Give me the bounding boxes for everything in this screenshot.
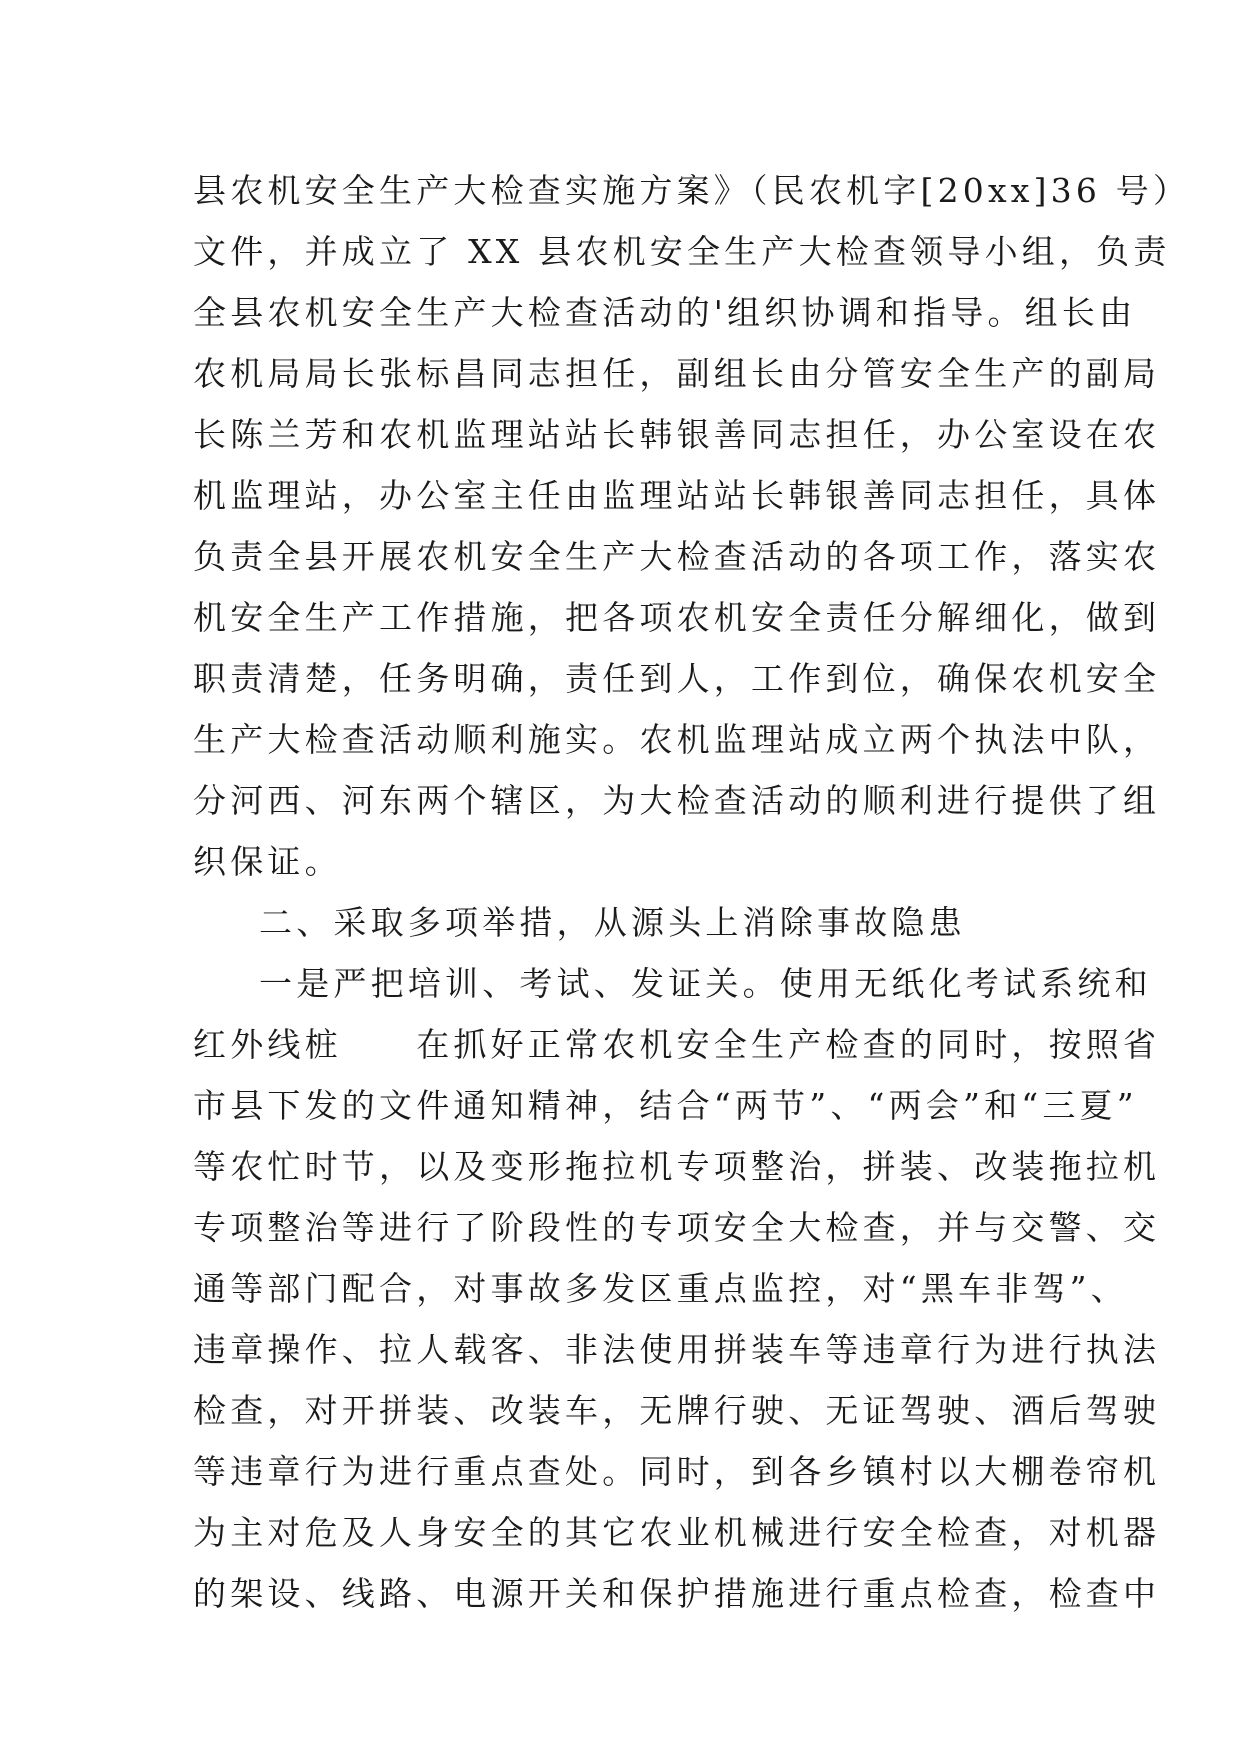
text-line: 县农机安全生产大检查实施方案》（民农机字[20xx]36 号）: [193, 171, 1191, 210]
text-line: 等农忙时节，以及变形拖拉机专项整治，拼装、改装拖拉机: [193, 1147, 1161, 1186]
text-line: 市县下发的文件通知精神，结合“两节”、“两会”和“三夏”: [193, 1086, 1138, 1125]
text-line: 负责全县开展农机安全生产大检查活动的各项工作，落实农: [193, 537, 1161, 576]
text-line: 的架设、线路、电源开关和保护措施进行重点检查，检查中: [193, 1574, 1161, 1613]
text-line: 文件，并成立了 XX 县农机安全生产大检查领导小组，负责: [193, 232, 1171, 271]
text-line: 检查，对开拼装、改装车，无牌行驶、无证驾驶、酒后驾驶: [193, 1391, 1161, 1430]
text-line: 机安全生产工作措施，把各项农机安全责任分解细化，做到: [193, 598, 1161, 637]
text-line: 生产大检查活动顺利施实。农机监理站成立两个执法中队，: [193, 720, 1161, 759]
text-line: 织保证。: [193, 842, 342, 881]
document-body: [193, 160, 1191, 1624]
section-heading: 二、采取多项举措，从源头上消除事故隐患: [259, 903, 966, 942]
text-line: 分河西、河东两个辖区，为大检查活动的顺利进行提供了组: [193, 781, 1161, 820]
text-line: 红外线桩 在抓好正常农机安全生产检查的同时，按照省: [193, 1025, 1161, 1064]
text-line: 等违章行为进行重点查处。同时，到各乡镇村以大棚卷帘机: [193, 1452, 1161, 1491]
text-line: 机监理站，办公室主任由监理站站长韩银善同志担任，具体: [193, 476, 1161, 515]
text-line: 专项整治等进行了阶段性的专项安全大检查，并与交警、交: [193, 1208, 1161, 1247]
text-line: 为主对危及人身安全的其它农业机械进行安全检查，对机器: [193, 1513, 1161, 1552]
text-line: 职责清楚，任务明确，责任到人，工作到位，确保农机安全: [193, 659, 1161, 698]
text-line: 长陈兰芳和农机监理站站长韩银善同志担任，办公室设在农: [193, 415, 1161, 454]
text-line: 违章操作、拉人载客、非法使用拼装车等违章行为进行执法: [193, 1330, 1161, 1369]
text-line: 农机局局长张标昌同志担任，副组长由分管安全生产的副局: [193, 354, 1161, 393]
text-line: 全县农机安全生产大检查活动的'组织协调和指导。组长由: [193, 293, 1137, 332]
paragraph-first-line: 一是严把培训、考试、发证关。使用无纸化考试系统和: [259, 964, 1152, 1003]
text-line: 通等部门配合，对事故多发区重点监控，对“黑车非驾”、: [193, 1269, 1128, 1308]
